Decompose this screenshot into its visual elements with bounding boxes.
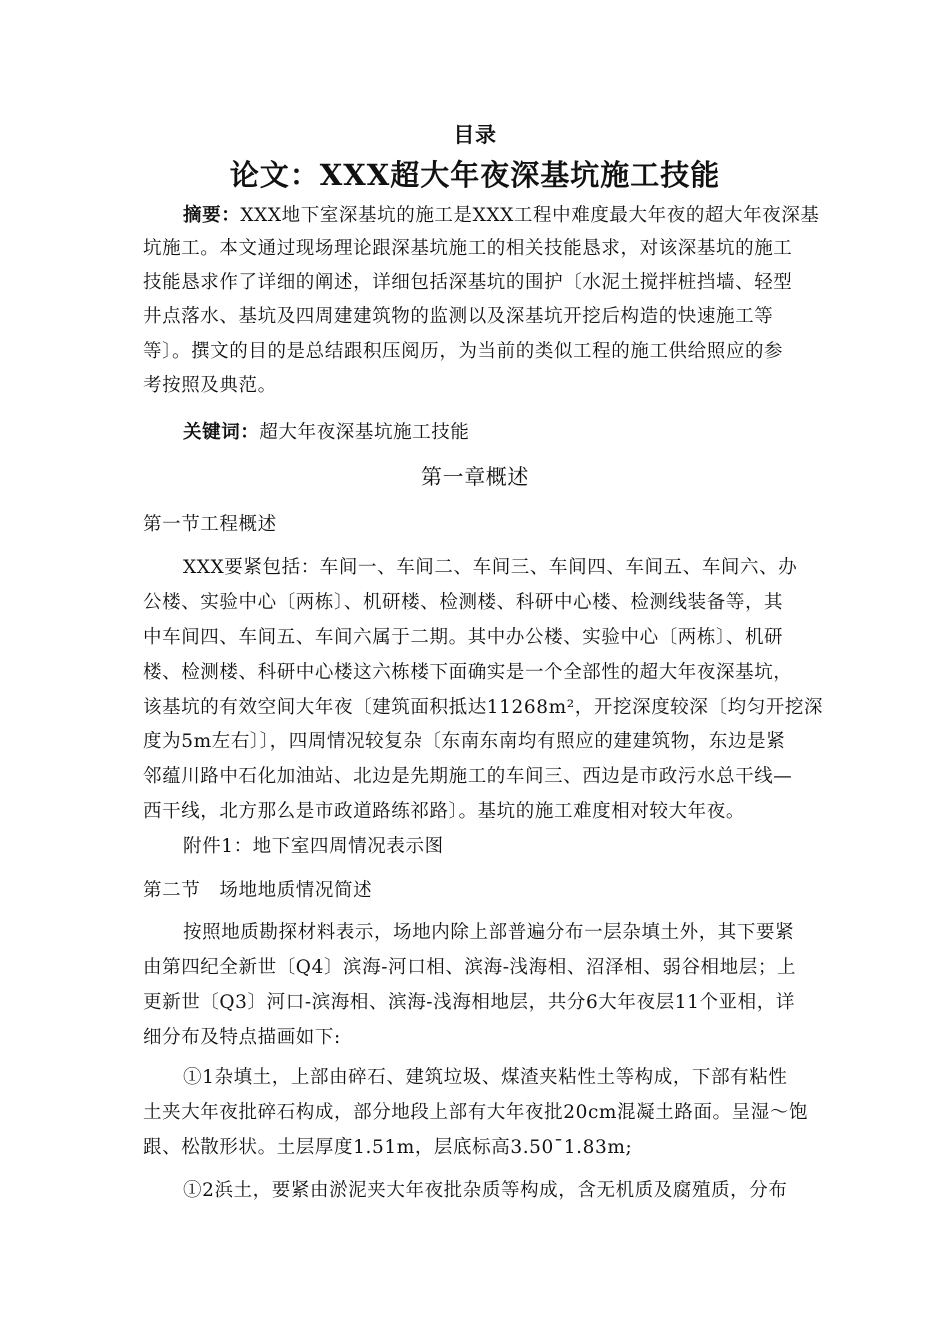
- abstract-line: 井点落水、基坑及四周建建筑物的监测以及深基坑开挖后构造的快速施工等: [143, 306, 774, 327]
- section1-line: 中车间四、车间五、车间六属于二期。其中办公楼、实验中心〔两栋〕、机研: [143, 627, 784, 648]
- section2-line: 按照地质勘探材料表示，场地内除上部普遍分布一层杂填土外，其下要紧: [183, 922, 795, 943]
- abstract-label: 摘要：: [183, 205, 241, 226]
- abstract-line: 坑施工。本文通过现场理论跟深基坑施工的相关技能恳求，对该深基坑的施工: [143, 238, 793, 259]
- section-heading: 第二节 场地地质情况简述: [143, 880, 373, 901]
- abstract-line: 考按照及典范。: [143, 375, 277, 396]
- chapter-heading: 第一章概述: [421, 465, 529, 489]
- section2-line: 由第四纪全新世〔Q4〕滨海-河口相、滨海-浅海相、沼泽相、弱谷相地层；上: [143, 957, 797, 978]
- keywords-label: 关键词：: [183, 422, 260, 443]
- section1-line: 公楼、实验中心〔两栋〕、机研楼、检测楼、科研中心楼、检测线装备等，其: [143, 592, 784, 613]
- abstract-text: XXX地下室深基坑的施工是XXX工程中难度最大年夜的超大年夜深基: [240, 205, 820, 226]
- section1-line: 楼、检测楼、科研中心楼这六栋楼下面确实是一个全部性的超大年夜深基坑，: [143, 662, 793, 683]
- section1-line: XXX要紧包括：车间一、车间二、车间三、车间四、车间五、车间六、办: [183, 557, 798, 578]
- section1-line: 该基坑的有效空间大年夜〔建筑面积抵达11268m²，开挖深度较深〔均匀开挖深: [143, 697, 824, 718]
- item-line: ①1杂填土，上部由碎石、建筑垃圾、煤渣夹粘性土等构成，下部有粘性: [183, 1067, 788, 1088]
- item-line: 跟、松散形状。土层厚度1.51m，层底标高3.50¯1.83m;: [143, 1137, 633, 1158]
- attachment-note: 附件1：地下室四周情况表示图: [183, 836, 444, 857]
- section1-line: 西干线，北方那么是市政道路练祁路〕。基坑的施工难度相对较大年夜。: [143, 801, 745, 822]
- abstract-first-line: [183, 203, 848, 229]
- abstract-line: 技能恳求作了详细的阐述，详细包括深基坑的围护〔水泥土搅拌桩挡墙、轻型: [143, 272, 793, 293]
- paper-title: 论文：XXX超大年夜深基坑施工技能: [229, 158, 721, 192]
- toc-heading: 目录: [453, 122, 497, 147]
- item-line: ①2浜土，要紧由淤泥夹大年夜批杂质等构成，含无机质及腐殖质，分布: [183, 1180, 788, 1201]
- abstract-line: 等〕。撰文的目的是总结跟积压阅历，为当前的类似工程的施工供给照应的参: [143, 341, 784, 362]
- item-line: 土夹大年夜批碎石构成，部分地段上部有大年夜批20cm混凝土路面。呈湿～饱: [143, 1102, 809, 1123]
- section-heading: 第一节工程概述: [143, 514, 277, 535]
- section2-line: 更新世〔Q3〕河口-滨海相、滨海-浅海相地层，共分6大年夜层11个亚相，详: [143, 992, 795, 1013]
- section1-line: 邻蕴川路中石化加油站、北边是先期施工的车间三、西边是市政污水总干线—: [143, 766, 793, 787]
- keywords-line: [183, 420, 848, 446]
- section1-line: 度为5m左右〕〕，四周情况较复杂〔东南东南均有照应的建建筑物，东边是紧: [143, 731, 786, 752]
- section2-line: 细分布及特点描画如下:: [143, 1027, 341, 1048]
- keywords-text: 超大年夜深基坑施工技能: [259, 422, 470, 443]
